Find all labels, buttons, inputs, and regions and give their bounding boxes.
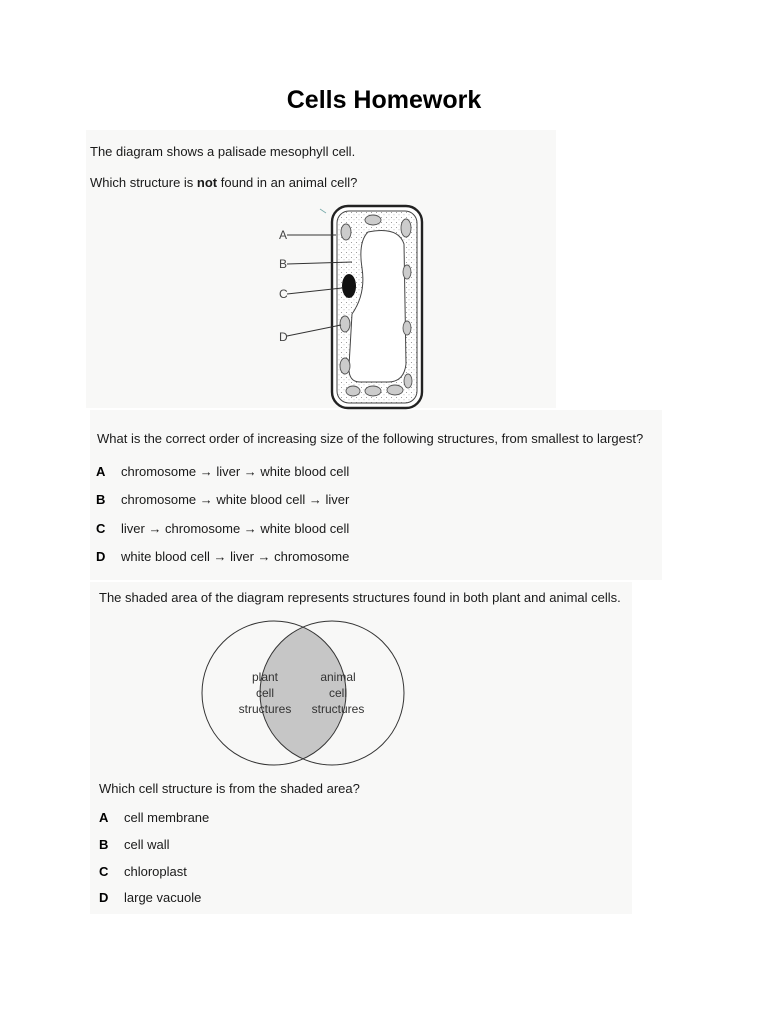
- chloroplast: [403, 265, 411, 279]
- q1-question-bold: not: [196, 175, 218, 190]
- venn-left-label-1: plant: [251, 670, 279, 684]
- q3-option-a-text: cell membrane: [124, 810, 210, 825]
- q2-question: What is the correct order of increasing size of the following structures, from smallest to largest?: [97, 431, 644, 446]
- q3-option-b-letter: B: [99, 837, 109, 852]
- q2-option-b-letter: B: [96, 492, 106, 507]
- chloroplast: [403, 321, 411, 335]
- q2-option-a-letter: A: [96, 464, 106, 479]
- q3-option-c-letter: C: [99, 864, 109, 879]
- q2-option-d-text: white blood cell → liver → chromosome: [121, 549, 350, 564]
- venn-right-label-1: animal: [320, 670, 356, 684]
- nucleus: [342, 274, 356, 298]
- chloroplast: [401, 219, 411, 237]
- q1-question: [90, 175, 357, 190]
- q3-option-d-text: large vacuole: [124, 890, 202, 905]
- label-d: D: [279, 330, 288, 344]
- chloroplast: [341, 224, 351, 240]
- chloroplast: [404, 374, 412, 388]
- q2-option-d-letter: D: [96, 549, 106, 564]
- chloroplast: [387, 385, 403, 395]
- venn-right-label-2: cell: [328, 686, 348, 700]
- q3-intro: The shaded area of the diagram represents structures found in both plant and animal cells.: [99, 590, 621, 605]
- venn-right-label-3: structures: [311, 702, 365, 716]
- q2-option-a-text: chromosome → liver → white blood cell: [121, 464, 350, 479]
- q3-option-a-letter: A: [99, 810, 109, 825]
- chloroplast: [365, 215, 381, 225]
- venn-diagram: [195, 614, 410, 774]
- q1-intro: The diagram shows a palisade mesophyll cell.: [90, 144, 356, 159]
- venn-left-label-2: cell: [255, 686, 275, 700]
- speck: [320, 209, 326, 213]
- q3-question: Which cell structure is from the shaded area?: [99, 781, 360, 796]
- venn-left-label-3: structures: [238, 702, 292, 716]
- chloroplast: [340, 316, 350, 332]
- palisade-cell-diagram: [270, 196, 440, 411]
- q3-option-b-text: cell wall: [124, 837, 170, 852]
- page-title: Cells Homework: [286, 86, 482, 114]
- label-b: B: [279, 257, 288, 271]
- q3-option-d-letter: D: [99, 890, 109, 905]
- chloroplast: [365, 386, 381, 396]
- label-c: C: [279, 287, 288, 301]
- q3-option-c-text: chloroplast: [124, 864, 187, 879]
- q2-option-c-letter: C: [96, 521, 106, 536]
- q1-question-pre: Which structure is: [90, 175, 197, 190]
- label-a: A: [279, 228, 288, 242]
- chloroplast: [340, 358, 350, 374]
- q1-question-post: found in an animal cell?: [217, 175, 358, 190]
- chloroplast: [346, 386, 360, 396]
- q2-option-b-text: chromosome → white blood cell → liver: [121, 492, 350, 507]
- q2-option-c-text: liver → chromosome → white blood cell: [121, 521, 350, 536]
